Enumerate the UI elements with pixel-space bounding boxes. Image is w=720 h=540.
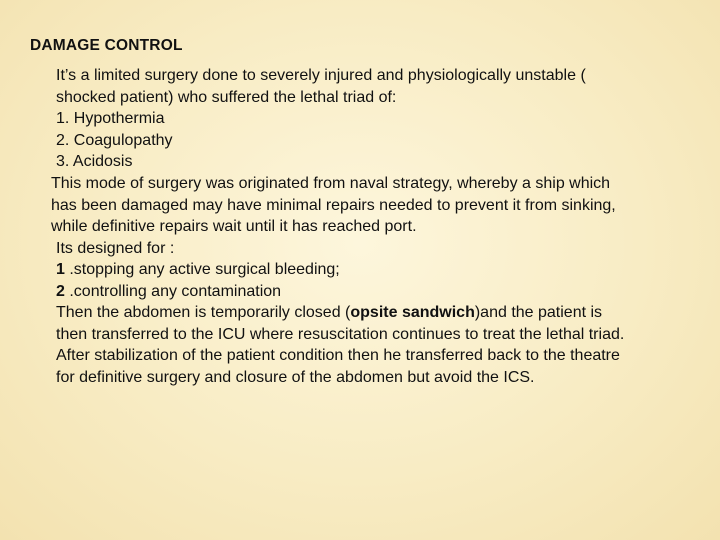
body-line [56, 302, 602, 324]
list-item-hypothermia: 1. Hypothermia [56, 110, 165, 127]
body-line: has been damaged may have minimal repairs needed to prevent it from sinking, [51, 197, 616, 214]
item-number: 1 [56, 261, 65, 278]
body-line: while definitive repairs wait until it has reached port. [51, 218, 417, 235]
body-line: It’s a limited surgery done to severely injured and physiologically unstable ( [56, 67, 586, 84]
body-line: then transferred to the ICU where resuscitation continues to treat the lethal triad. [56, 326, 625, 343]
item-number: 2 [56, 283, 65, 300]
list-item-coagulopathy: 2. Coagulopathy [56, 132, 173, 149]
body-line: After stabilization of the patient condition then he transferred back to the theatre [56, 347, 620, 364]
designed-for-item [56, 281, 281, 303]
list-item-acidosis: 3. Acidosis [56, 153, 133, 170]
body-line: This mode of surgery was originated from naval strategy, whereby a ship which [51, 175, 611, 192]
item-text: .controlling any contamination [69, 283, 282, 300]
body-line: for definitive surgery and closure of the abdomen but avoid the ICS. [56, 369, 535, 386]
designed-for-item [56, 259, 340, 281]
slide-title: DAMAGE CONTROL [30, 37, 183, 54]
item-text: .stopping any active surgical bleeding; [69, 261, 340, 278]
bold-term: opsite sandwich [350, 304, 475, 321]
body-line: Its designed for : [56, 240, 175, 257]
text-segment: Then the abdomen is temporarily closed ( [56, 304, 351, 321]
text-segment: )and the patient is [474, 304, 603, 321]
body-line: shocked patient) who suffered the lethal triad of: [56, 89, 397, 106]
